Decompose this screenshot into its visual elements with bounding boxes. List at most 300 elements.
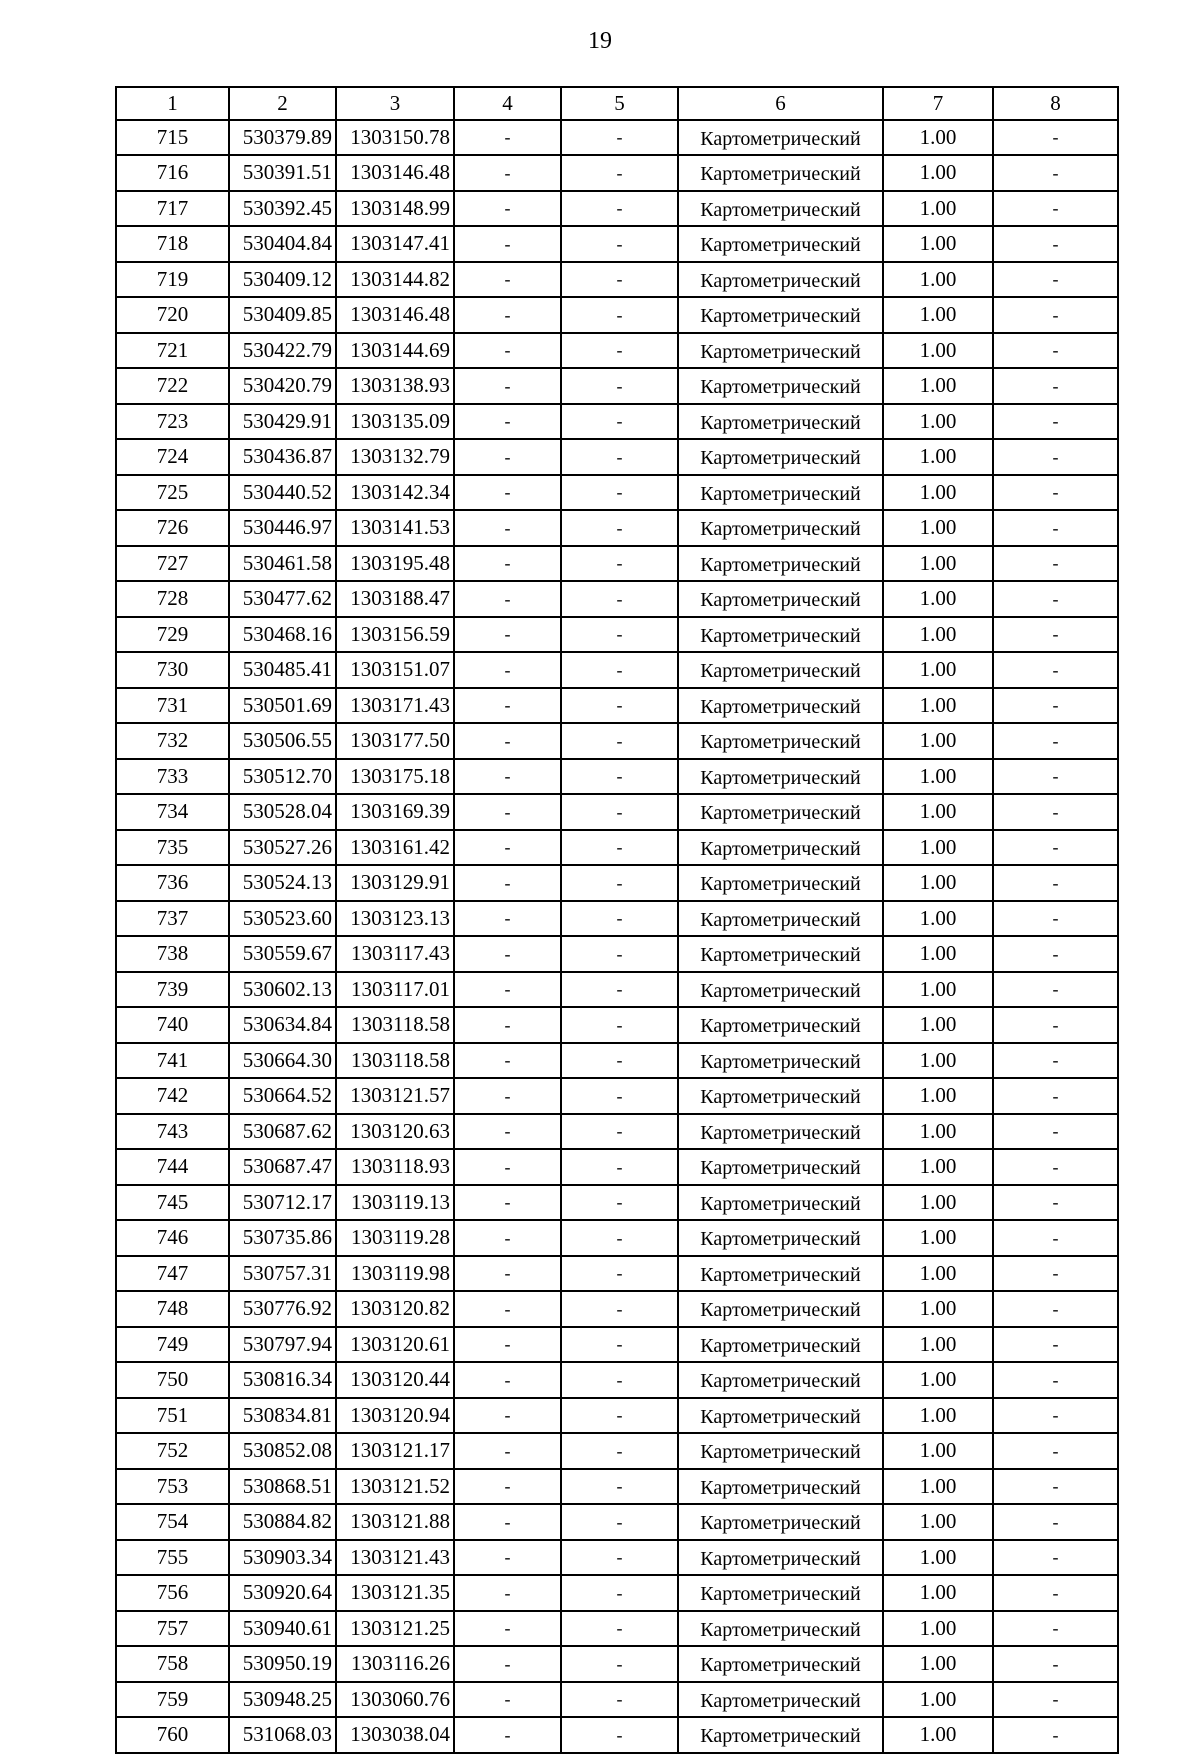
point-number-cell: 750 [116,1362,229,1398]
y-coordinate-cell: 1303144.82 [336,262,454,298]
method-cell: Картометрический [678,936,883,972]
x-coordinate-cell: 530404.84 [229,226,336,262]
accuracy-cell: 1.00 [883,1646,993,1682]
method-cell: Картометрический [678,1646,883,1682]
col4-cell: - [454,510,561,546]
col4-cell: - [454,1220,561,1256]
x-coordinate-cell: 530664.52 [229,1078,336,1114]
point-number-cell: 717 [116,191,229,227]
col4-cell: - [454,972,561,1008]
x-coordinate-cell: 530757.31 [229,1256,336,1292]
x-coordinate-cell: 530868.51 [229,1469,336,1505]
header-cell: 6 [678,87,883,120]
method-cell: Картометрический [678,865,883,901]
table-row [116,936,1118,972]
col8-cell: - [993,723,1118,759]
col4-cell: - [454,1504,561,1540]
col4-cell: - [454,1114,561,1150]
col5-cell: - [561,688,678,724]
col8-cell: - [993,333,1118,369]
table-row [116,688,1118,724]
accuracy-cell: 1.00 [883,1469,993,1505]
point-number-cell: 725 [116,475,229,511]
y-coordinate-cell: 1303120.63 [336,1114,454,1150]
point-number-cell: 736 [116,865,229,901]
method-cell: Картометрический [678,1398,883,1434]
col4-cell: - [454,297,561,333]
point-number-cell: 720 [116,297,229,333]
col8-cell: - [993,652,1118,688]
table-row [116,865,1118,901]
x-coordinate-cell: 530687.47 [229,1149,336,1185]
col8-cell: - [993,617,1118,653]
table-row [116,297,1118,333]
point-number-cell: 737 [116,901,229,937]
point-number-cell: 721 [116,333,229,369]
method-cell: Картометрический [678,1362,883,1398]
point-number-cell: 732 [116,723,229,759]
col5-cell: - [561,1433,678,1469]
y-coordinate-cell: 1303060.76 [336,1682,454,1718]
x-coordinate-cell: 530950.19 [229,1646,336,1682]
col5-cell: - [561,1540,678,1576]
col5-cell: - [561,1469,678,1505]
col4-cell: - [454,1540,561,1576]
method-cell: Картометрический [678,1433,883,1469]
table-row [116,226,1118,262]
table-row [116,1504,1118,1540]
col5-cell: - [561,936,678,972]
col5-cell: - [561,1575,678,1611]
point-number-cell: 731 [116,688,229,724]
y-coordinate-cell: 1303119.13 [336,1185,454,1221]
point-number-cell: 727 [116,546,229,582]
col5-cell: - [561,581,678,617]
y-coordinate-cell: 1303144.69 [336,333,454,369]
point-number-cell: 753 [116,1469,229,1505]
coordinates-table [115,86,1119,1754]
col8-cell: - [993,1114,1118,1150]
accuracy-cell: 1.00 [883,1504,993,1540]
accuracy-cell: 1.00 [883,1291,993,1327]
col4-cell: - [454,1717,561,1753]
col5-cell: - [561,439,678,475]
point-number-cell: 741 [116,1043,229,1079]
table-row [116,901,1118,937]
method-cell: Картометрический [678,617,883,653]
col4-cell: - [454,439,561,475]
y-coordinate-cell: 1303169.39 [336,794,454,830]
x-coordinate-cell: 530559.67 [229,936,336,972]
table-row [116,439,1118,475]
method-cell: Картометрический [678,1504,883,1540]
y-coordinate-cell: 1303195.48 [336,546,454,582]
method-cell: Картометрический [678,581,883,617]
header-cell: 7 [883,87,993,120]
accuracy-cell: 1.00 [883,1220,993,1256]
col8-cell: - [993,1220,1118,1256]
col4-cell: - [454,404,561,440]
col4-cell: - [454,1043,561,1079]
x-coordinate-cell: 530816.34 [229,1362,336,1398]
col5-cell: - [561,794,678,830]
method-cell: Картометрический [678,1220,883,1256]
x-coordinate-cell: 530468.16 [229,617,336,653]
x-coordinate-cell: 530852.08 [229,1433,336,1469]
col8-cell: - [993,972,1118,1008]
accuracy-cell: 1.00 [883,723,993,759]
col8-cell: - [993,1540,1118,1576]
col8-cell: - [993,120,1118,156]
col4-cell: - [454,475,561,511]
col8-cell: - [993,830,1118,866]
col5-cell: - [561,1682,678,1718]
table-row [116,1007,1118,1043]
y-coordinate-cell: 1303161.42 [336,830,454,866]
header-cell: 4 [454,87,561,120]
header-cell: 2 [229,87,336,120]
accuracy-cell: 1.00 [883,1114,993,1150]
x-coordinate-cell: 530379.89 [229,120,336,156]
table-row [116,1114,1118,1150]
col4-cell: - [454,1078,561,1114]
col4-cell: - [454,1185,561,1221]
method-cell: Картометрический [678,1078,883,1114]
point-number-cell: 743 [116,1114,229,1150]
method-cell: Картометрический [678,475,883,511]
method-cell: Картометрический [678,901,883,937]
table-row [116,581,1118,617]
col4-cell: - [454,1469,561,1505]
page-number: 19 [588,28,612,54]
x-coordinate-cell: 530501.69 [229,688,336,724]
col4-cell: - [454,723,561,759]
x-coordinate-cell: 531068.03 [229,1717,336,1753]
y-coordinate-cell: 1303121.88 [336,1504,454,1540]
x-coordinate-cell: 530440.52 [229,475,336,511]
y-coordinate-cell: 1303148.99 [336,191,454,227]
accuracy-cell: 1.00 [883,226,993,262]
accuracy-cell: 1.00 [883,1185,993,1221]
x-coordinate-cell: 530436.87 [229,439,336,475]
y-coordinate-cell: 1303118.93 [336,1149,454,1185]
col8-cell: - [993,1256,1118,1292]
point-number-cell: 740 [116,1007,229,1043]
y-coordinate-cell: 1303120.94 [336,1398,454,1434]
col4-cell: - [454,901,561,937]
x-coordinate-cell: 530884.82 [229,1504,336,1540]
accuracy-cell: 1.00 [883,759,993,795]
x-coordinate-cell: 530477.62 [229,581,336,617]
y-coordinate-cell: 1303117.01 [336,972,454,1008]
col4-cell: - [454,226,561,262]
table-row [116,120,1118,156]
accuracy-cell: 1.00 [883,1575,993,1611]
method-cell: Картометрический [678,226,883,262]
col8-cell: - [993,865,1118,901]
accuracy-cell: 1.00 [883,439,993,475]
y-coordinate-cell: 1303138.93 [336,368,454,404]
x-coordinate-cell: 530735.86 [229,1220,336,1256]
table-row [116,191,1118,227]
accuracy-cell: 1.00 [883,1007,993,1043]
y-coordinate-cell: 1303119.98 [336,1256,454,1292]
x-coordinate-cell: 530485.41 [229,652,336,688]
point-number-cell: 733 [116,759,229,795]
y-coordinate-cell: 1303123.13 [336,901,454,937]
y-coordinate-cell: 1303121.43 [336,1540,454,1576]
x-coordinate-cell: 530461.58 [229,546,336,582]
table-body [116,120,1118,1753]
method-cell: Картометрический [678,723,883,759]
x-coordinate-cell: 530948.25 [229,1682,336,1718]
point-number-cell: 744 [116,1149,229,1185]
method-cell: Картометрический [678,972,883,1008]
accuracy-cell: 1.00 [883,936,993,972]
accuracy-cell: 1.00 [883,1611,993,1647]
accuracy-cell: 1.00 [883,865,993,901]
method-cell: Картометрический [678,297,883,333]
point-number-cell: 756 [116,1575,229,1611]
col4-cell: - [454,333,561,369]
x-coordinate-cell: 530527.26 [229,830,336,866]
col4-cell: - [454,191,561,227]
header-row [116,87,1118,120]
col5-cell: - [561,262,678,298]
table-row [116,368,1118,404]
col4-cell: - [454,1291,561,1327]
x-coordinate-cell: 530634.84 [229,1007,336,1043]
col4-cell: - [454,759,561,795]
table-row [116,1611,1118,1647]
x-coordinate-cell: 530528.04 [229,794,336,830]
accuracy-cell: 1.00 [883,1362,993,1398]
y-coordinate-cell: 1303117.43 [336,936,454,972]
point-number-cell: 739 [116,972,229,1008]
point-number-cell: 746 [116,1220,229,1256]
method-cell: Картометрический [678,1007,883,1043]
table-row [116,1398,1118,1434]
point-number-cell: 752 [116,1433,229,1469]
col5-cell: - [561,191,678,227]
accuracy-cell: 1.00 [883,1043,993,1079]
col4-cell: - [454,1611,561,1647]
point-number-cell: 759 [116,1682,229,1718]
x-coordinate-cell: 530834.81 [229,1398,336,1434]
col4-cell: - [454,1256,561,1292]
col4-cell: - [454,262,561,298]
x-coordinate-cell: 530903.34 [229,1540,336,1576]
y-coordinate-cell: 1303142.34 [336,475,454,511]
point-number-cell: 751 [116,1398,229,1434]
col5-cell: - [561,652,678,688]
method-cell: Картометрический [678,1114,883,1150]
col5-cell: - [561,226,678,262]
col5-cell: - [561,1504,678,1540]
accuracy-cell: 1.00 [883,652,993,688]
table-row [116,1646,1118,1682]
y-coordinate-cell: 1303141.53 [336,510,454,546]
col8-cell: - [993,1398,1118,1434]
col4-cell: - [454,830,561,866]
col8-cell: - [993,1575,1118,1611]
col4-cell: - [454,120,561,156]
y-coordinate-cell: 1303188.47 [336,581,454,617]
method-cell: Картометрический [678,1149,883,1185]
method-cell: Картометрический [678,262,883,298]
col8-cell: - [993,404,1118,440]
accuracy-cell: 1.00 [883,510,993,546]
col4-cell: - [454,1327,561,1363]
col5-cell: - [561,1717,678,1753]
col5-cell: - [561,723,678,759]
table-row [116,759,1118,795]
accuracy-cell: 1.00 [883,972,993,1008]
point-number-cell: 755 [116,1540,229,1576]
col5-cell: - [561,1185,678,1221]
y-coordinate-cell: 1303121.52 [336,1469,454,1505]
col5-cell: - [561,1078,678,1114]
y-coordinate-cell: 1303175.18 [336,759,454,795]
point-number-cell: 735 [116,830,229,866]
point-number-cell: 748 [116,1291,229,1327]
method-cell: Картометрический [678,1611,883,1647]
col5-cell: - [561,368,678,404]
col4-cell: - [454,652,561,688]
table-row [116,1433,1118,1469]
table-row [116,1149,1118,1185]
y-coordinate-cell: 1303038.04 [336,1717,454,1753]
col5-cell: - [561,1646,678,1682]
x-coordinate-cell: 530524.13 [229,865,336,901]
table-row [116,546,1118,582]
col5-cell: - [561,546,678,582]
col5-cell: - [561,404,678,440]
method-cell: Картометрический [678,1575,883,1611]
col8-cell: - [993,439,1118,475]
col8-cell: - [993,1362,1118,1398]
accuracy-cell: 1.00 [883,120,993,156]
x-coordinate-cell: 530687.62 [229,1114,336,1150]
table-row [116,1717,1118,1753]
method-cell: Картометрический [678,1682,883,1718]
col5-cell: - [561,1043,678,1079]
point-number-cell: 745 [116,1185,229,1221]
y-coordinate-cell: 1303121.25 [336,1611,454,1647]
x-coordinate-cell: 530446.97 [229,510,336,546]
x-coordinate-cell: 530391.51 [229,155,336,191]
col5-cell: - [561,510,678,546]
col8-cell: - [993,226,1118,262]
y-coordinate-cell: 1303118.58 [336,1007,454,1043]
col8-cell: - [993,510,1118,546]
table-row [116,1220,1118,1256]
table-row [116,333,1118,369]
accuracy-cell: 1.00 [883,475,993,511]
accuracy-cell: 1.00 [883,1682,993,1718]
table-row [116,1682,1118,1718]
table-row [116,1078,1118,1114]
point-number-cell: 726 [116,510,229,546]
method-cell: Картометрический [678,1469,883,1505]
table-row [116,1469,1118,1505]
accuracy-cell: 1.00 [883,794,993,830]
col4-cell: - [454,617,561,653]
y-coordinate-cell: 1303146.48 [336,155,454,191]
col4-cell: - [454,688,561,724]
col4-cell: - [454,1682,561,1718]
table-row [116,262,1118,298]
accuracy-cell: 1.00 [883,581,993,617]
method-cell: Картометрический [678,688,883,724]
col4-cell: - [454,936,561,972]
accuracy-cell: 1.00 [883,368,993,404]
accuracy-cell: 1.00 [883,1398,993,1434]
col4-cell: - [454,581,561,617]
col4-cell: - [454,1646,561,1682]
col5-cell: - [561,333,678,369]
header-cell: 5 [561,87,678,120]
col5-cell: - [561,1398,678,1434]
table-row [116,972,1118,1008]
x-coordinate-cell: 530409.85 [229,297,336,333]
method-cell: Картометрический [678,120,883,156]
x-coordinate-cell: 530602.13 [229,972,336,1008]
method-cell: Картометрический [678,1291,883,1327]
accuracy-cell: 1.00 [883,1717,993,1753]
table-row [116,510,1118,546]
table-row [116,830,1118,866]
table-row [116,1256,1118,1292]
col4-cell: - [454,1007,561,1043]
y-coordinate-cell: 1303129.91 [336,865,454,901]
col4-cell: - [454,1575,561,1611]
y-coordinate-cell: 1303119.28 [336,1220,454,1256]
col4-cell: - [454,1398,561,1434]
method-cell: Картометрический [678,1327,883,1363]
col8-cell: - [993,1433,1118,1469]
y-coordinate-cell: 1303121.35 [336,1575,454,1611]
col8-cell: - [993,262,1118,298]
col5-cell: - [561,1362,678,1398]
col8-cell: - [993,1682,1118,1718]
x-coordinate-cell: 530664.30 [229,1043,336,1079]
accuracy-cell: 1.00 [883,262,993,298]
point-number-cell: 757 [116,1611,229,1647]
table-row [116,475,1118,511]
y-coordinate-cell: 1303120.44 [336,1362,454,1398]
method-cell: Картометрический [678,510,883,546]
point-number-cell: 715 [116,120,229,156]
accuracy-cell: 1.00 [883,546,993,582]
col4-cell: - [454,546,561,582]
point-number-cell: 719 [116,262,229,298]
table-row [116,404,1118,440]
method-cell: Картометрический [678,830,883,866]
col8-cell: - [993,688,1118,724]
col5-cell: - [561,297,678,333]
col4-cell: - [454,1362,561,1398]
table-row [116,723,1118,759]
accuracy-cell: 1.00 [883,1256,993,1292]
x-coordinate-cell: 530523.60 [229,901,336,937]
col4-cell: - [454,155,561,191]
table-row [116,617,1118,653]
x-coordinate-cell: 530506.55 [229,723,336,759]
table-row [116,1540,1118,1576]
col8-cell: - [993,1291,1118,1327]
x-coordinate-cell: 530422.79 [229,333,336,369]
